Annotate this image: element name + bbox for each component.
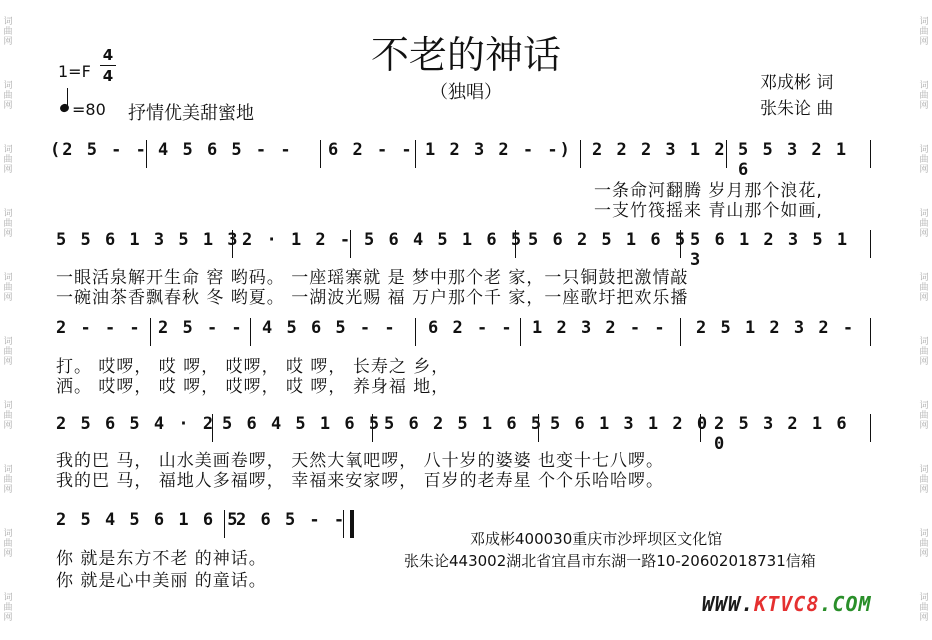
measure: 1 2 3 2 - -) [425, 140, 572, 160]
lyric-line: 一条命河翻腾 岁月那个浪花, [594, 181, 823, 201]
watermark-text: 词 曲 网 [919, 273, 929, 303]
watermark-text: 词 曲 网 [3, 401, 13, 431]
measure: 5 6 1 2 3 5 1 3 [690, 230, 850, 270]
measure: 2 6 5 - - [236, 510, 347, 530]
measure: 5 6 2 5 1 6 5 [384, 414, 544, 434]
watermark-text: 词 曲 网 [919, 81, 929, 111]
final-barline [350, 510, 354, 538]
score-row-2 [50, 230, 870, 270]
lyric-line: 打。 哎啰， 哎 啰， 哎啰， 哎 啰， 长寿之 乡， [56, 357, 450, 377]
watermark-text: 词 曲 网 [3, 337, 13, 367]
score-row-3 [50, 318, 870, 348]
watermark-text: 词 曲 网 [3, 273, 13, 303]
watermark-text: 词 曲 网 [3, 209, 13, 239]
watermark-text: 词 曲 网 [3, 529, 13, 559]
measure: 2 2 2 3 1 2 [592, 140, 727, 160]
watermark-text: 词 曲 网 [3, 593, 13, 623]
watermark-text: 词 曲 网 [3, 81, 13, 111]
lyricist-credit: 邓成彬 词 [760, 73, 834, 93]
expression-marking: 抒情优美甜蜜地 [128, 103, 254, 124]
quarter-note-icon [59, 103, 70, 114]
lyric-line: 洒。 哎啰， 哎 啰， 哎啰， 哎 啰， 养身福 地， [56, 377, 450, 397]
watermark-text: 词 曲 网 [919, 465, 929, 495]
watermark-text: 词 曲 网 [3, 465, 13, 495]
watermark-text: 词 曲 网 [3, 17, 13, 47]
measure: 2 5 3 2 1 6 0 [714, 414, 849, 454]
measure: 2 5 4 5 6 1 6 5 [56, 510, 240, 530]
score-row-5 [50, 510, 870, 540]
measure: 2 · 1 2 - [242, 230, 353, 250]
watermark-text: 词 曲 网 [919, 593, 929, 623]
watermark-text: 词 曲 网 [919, 145, 929, 175]
measure: 2 5 - - [158, 318, 244, 338]
song-title: 不老的神话 [370, 33, 561, 77]
measure: 5 5 3 2 1 6 [738, 140, 849, 180]
lyric-line: 我的巴 马， 福地人多福啰， 幸福来安家啰， 百岁的老寿星 个个乐哈哈啰。 [56, 471, 665, 491]
lyric-line: 我的巴 马， 山水美画卷啰， 天然大氧吧啰， 八十岁的婆婆 也变十七八啰。 [56, 451, 665, 471]
score-row-4 [50, 414, 870, 454]
tempo-marking: =80 [72, 100, 106, 119]
measure: 4 5 6 5 - - [262, 318, 397, 338]
composer-address: 张朱论443002湖北省宜昌市东湖一路10-20602018731信箱 [404, 552, 816, 570]
time-signature-top: 4 [102, 46, 114, 64]
measure: 6 2 - - [328, 140, 414, 160]
key-signature: 1=F [58, 62, 91, 81]
time-signature [100, 46, 116, 85]
measure: 2 5 6 5 4 · 2 [56, 414, 216, 434]
lyric-line: 一眼活泉解开生命 窖 哟码。 一座瑶寨就 是 梦中那个老 家，一只铜鼓把激情敲 [56, 268, 689, 288]
measure: 1 2 3 2 - - [532, 318, 667, 338]
watermark-text: 词 曲 网 [919, 401, 929, 431]
measure: 4 5 6 5 - - [158, 140, 293, 160]
watermark-text: 词 曲 网 [3, 145, 13, 175]
measure: 5 6 1 3 1 2 0 [550, 414, 710, 434]
measure: 2 5 1 2 3 2 - [696, 318, 856, 338]
watermark-text: 词 曲 网 [919, 337, 929, 367]
logo-part: .COM [819, 592, 872, 616]
watermark-text: 词 曲 网 [919, 529, 929, 559]
score-row-1 [50, 140, 870, 180]
measure: 5 6 4 5 1 6 5 [222, 414, 382, 434]
logo-part: KTVC8 [754, 592, 820, 616]
measure: 2 - - - [56, 318, 142, 338]
lyric-line: 你 就是东方不老 的神话。 [56, 549, 267, 569]
measure: 6 2 - - [428, 318, 514, 338]
watermark-text: 词 曲 网 [919, 209, 929, 239]
measure: (2 5 - - [50, 140, 148, 160]
watermark-text: 词 曲 网 [919, 17, 929, 47]
logo-part: WWW. [702, 592, 755, 616]
song-subtitle: （独唱） [430, 82, 502, 103]
measure: 5 6 4 5 1 6 5 [364, 230, 524, 250]
measure: 5 6 2 5 1 6 5 [528, 230, 688, 250]
measure: 5 5 6 1 3 5 1 3 [56, 230, 240, 250]
note-stem-icon [67, 88, 68, 108]
composer-credit: 张朱论 曲 [760, 99, 834, 119]
lyric-line: 一支竹筏摇来 青山那个如画, [594, 201, 823, 221]
lyric-line: 一碗油茶香飘春秋 冬 哟夏。 一湖波光赐 福 万户那个千 家，一座歌圩把欢乐播 [56, 288, 689, 308]
lyric-line: 你 就是心中美丽 的童话。 [56, 571, 267, 591]
time-signature-bottom: 4 [102, 67, 114, 85]
lyricist-address: 邓成彬400030重庆市沙坪坝区文化馆 [470, 530, 723, 548]
site-logo [702, 592, 872, 616]
